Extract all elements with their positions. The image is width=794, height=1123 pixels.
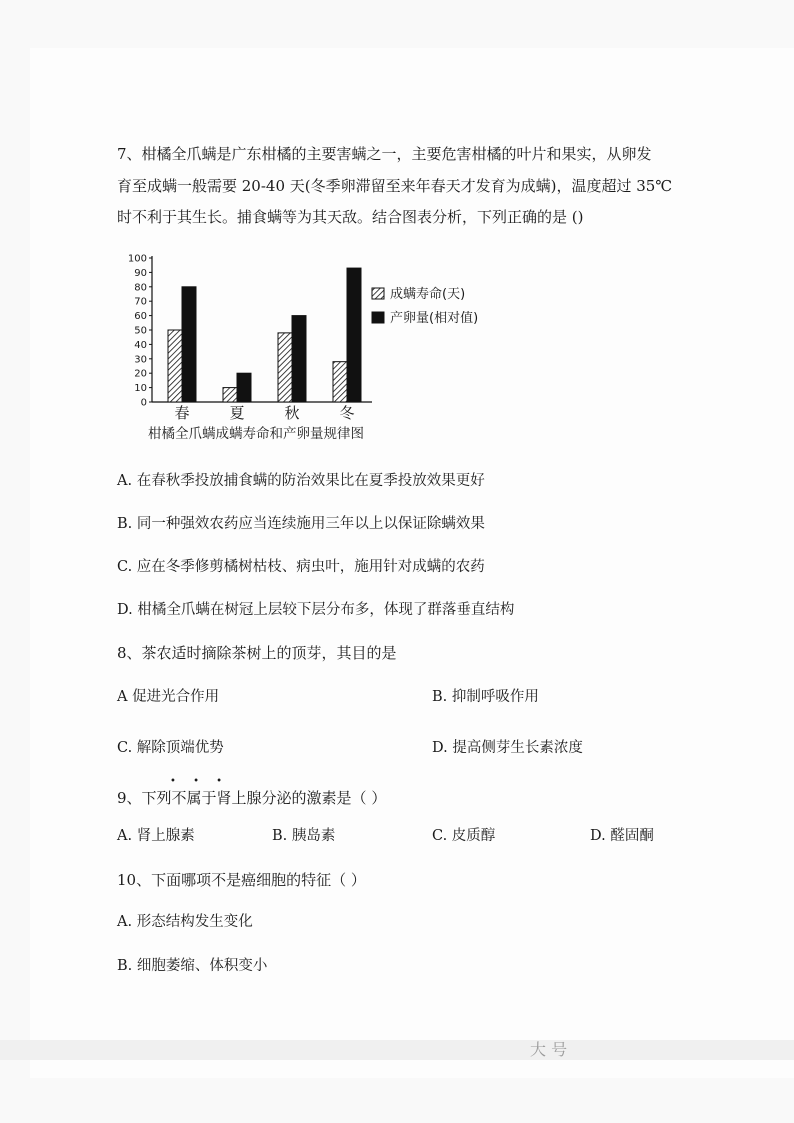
q9-option-c: C. 皮质醇 bbox=[432, 828, 496, 844]
y-tick-label: 40 bbox=[134, 339, 147, 351]
y-tick-label: 90 bbox=[134, 267, 147, 279]
mite-lifespan-egg-chart bbox=[120, 248, 520, 448]
bar-egg-3 bbox=[347, 268, 361, 402]
q10-option-b: B. 细胞萎缩、体积变小 bbox=[117, 958, 268, 974]
q7-stem-line3: 时不利于其生长。捕食螨等为其天敌。结合图表分析，下列正确的是 () bbox=[117, 208, 584, 226]
y-tick-label: 80 bbox=[134, 282, 147, 294]
chart-labels bbox=[174, 404, 354, 422]
x-category-label: 春 bbox=[174, 404, 190, 422]
legend-swatch bbox=[372, 288, 384, 299]
q8-stem: 8、茶农适时摘除茶树上的顶芽，其目的是 bbox=[117, 644, 397, 662]
x-category-label: 秋 bbox=[284, 404, 300, 422]
bar-egg-1 bbox=[237, 373, 251, 402]
x-category-label: 冬 bbox=[339, 404, 355, 422]
q7-option-a: A. 在春秋季投放捕食螨的防治效果比在夏季投放效果更好 bbox=[117, 473, 485, 489]
q8-option-a: A 促进光合作用 bbox=[117, 689, 220, 705]
x-category-label: 夏 bbox=[229, 404, 245, 422]
footer-watermark: 大 号 bbox=[530, 1040, 568, 1059]
bar-lifespan-1 bbox=[223, 388, 237, 402]
footer-bar bbox=[0, 1040, 794, 1060]
y-tick-label: 60 bbox=[134, 311, 147, 323]
q9-stem: 9、下列不属于肾上腺分泌的激素是（ ） bbox=[117, 789, 387, 807]
legend-swatch bbox=[372, 312, 384, 323]
bar-egg-0 bbox=[182, 287, 196, 402]
q9-option-a: A. 肾上腺素 bbox=[117, 828, 195, 844]
q8-option-d: D. 提高侧芽生长素浓度 bbox=[432, 740, 583, 756]
q7-option-c: C. 应在冬季修剪橘树枯枝、病虫叶，施用针对成螨的农药 bbox=[117, 559, 485, 575]
q9-option-d: D. 醛固酮 bbox=[590, 828, 654, 844]
q7-stem-line2: 育至成螨一般需要 20-40 天(冬季卵滞留至来年春天才发育为成螨)，温度超过 35℃ bbox=[117, 177, 673, 195]
q10-option-a: A. 形态结构发生变化 bbox=[117, 914, 253, 930]
legend-label: 产卵量(相对值) bbox=[390, 311, 479, 326]
y-tick-label: 20 bbox=[134, 368, 147, 380]
y-tick-label: 50 bbox=[134, 325, 147, 337]
bar-lifespan-2 bbox=[278, 333, 292, 402]
q9-option-b: B. 胰岛素 bbox=[272, 828, 336, 844]
bar-egg-2 bbox=[292, 316, 306, 402]
y-tick-label: 10 bbox=[134, 383, 147, 395]
y-tick-label: 0 bbox=[140, 397, 147, 409]
q7-stem-line1: 7、柑橘全爪螨是广东柑橘的主要害螨之一，主要危害柑橘的叶片和果实，从卵发 bbox=[117, 145, 652, 163]
q8-option-b: B. 抑制呼吸作用 bbox=[432, 689, 539, 705]
q7-option-b: B. 同一种强效农药应当连续施用三年以上以保证除螨效果 bbox=[117, 516, 485, 532]
legend-label: 成螨寿命(天) bbox=[390, 287, 466, 302]
y-tick-label: 30 bbox=[134, 354, 147, 366]
q7-option-d: D. 柑橘全爪螨在树冠上层较下层分布多，体现了群落垂直结构 bbox=[117, 602, 515, 618]
bar-lifespan-0 bbox=[168, 330, 182, 402]
chart-legend bbox=[372, 286, 478, 326]
q8-option-c: C. 解除顶端优势 bbox=[117, 740, 224, 756]
q10-stem: 10、下面哪项不是癌细胞的特征（ ） bbox=[117, 871, 366, 889]
chart-title: 柑橘全爪螨成螨寿命和产卵量规律图 bbox=[148, 426, 364, 442]
chart-bars bbox=[168, 268, 361, 402]
q9-emphasis-dots: • • • bbox=[170, 776, 230, 787]
y-tick-label: 100 bbox=[127, 253, 147, 265]
y-tick-label: 70 bbox=[134, 296, 147, 308]
bar-lifespan-3 bbox=[333, 362, 347, 402]
